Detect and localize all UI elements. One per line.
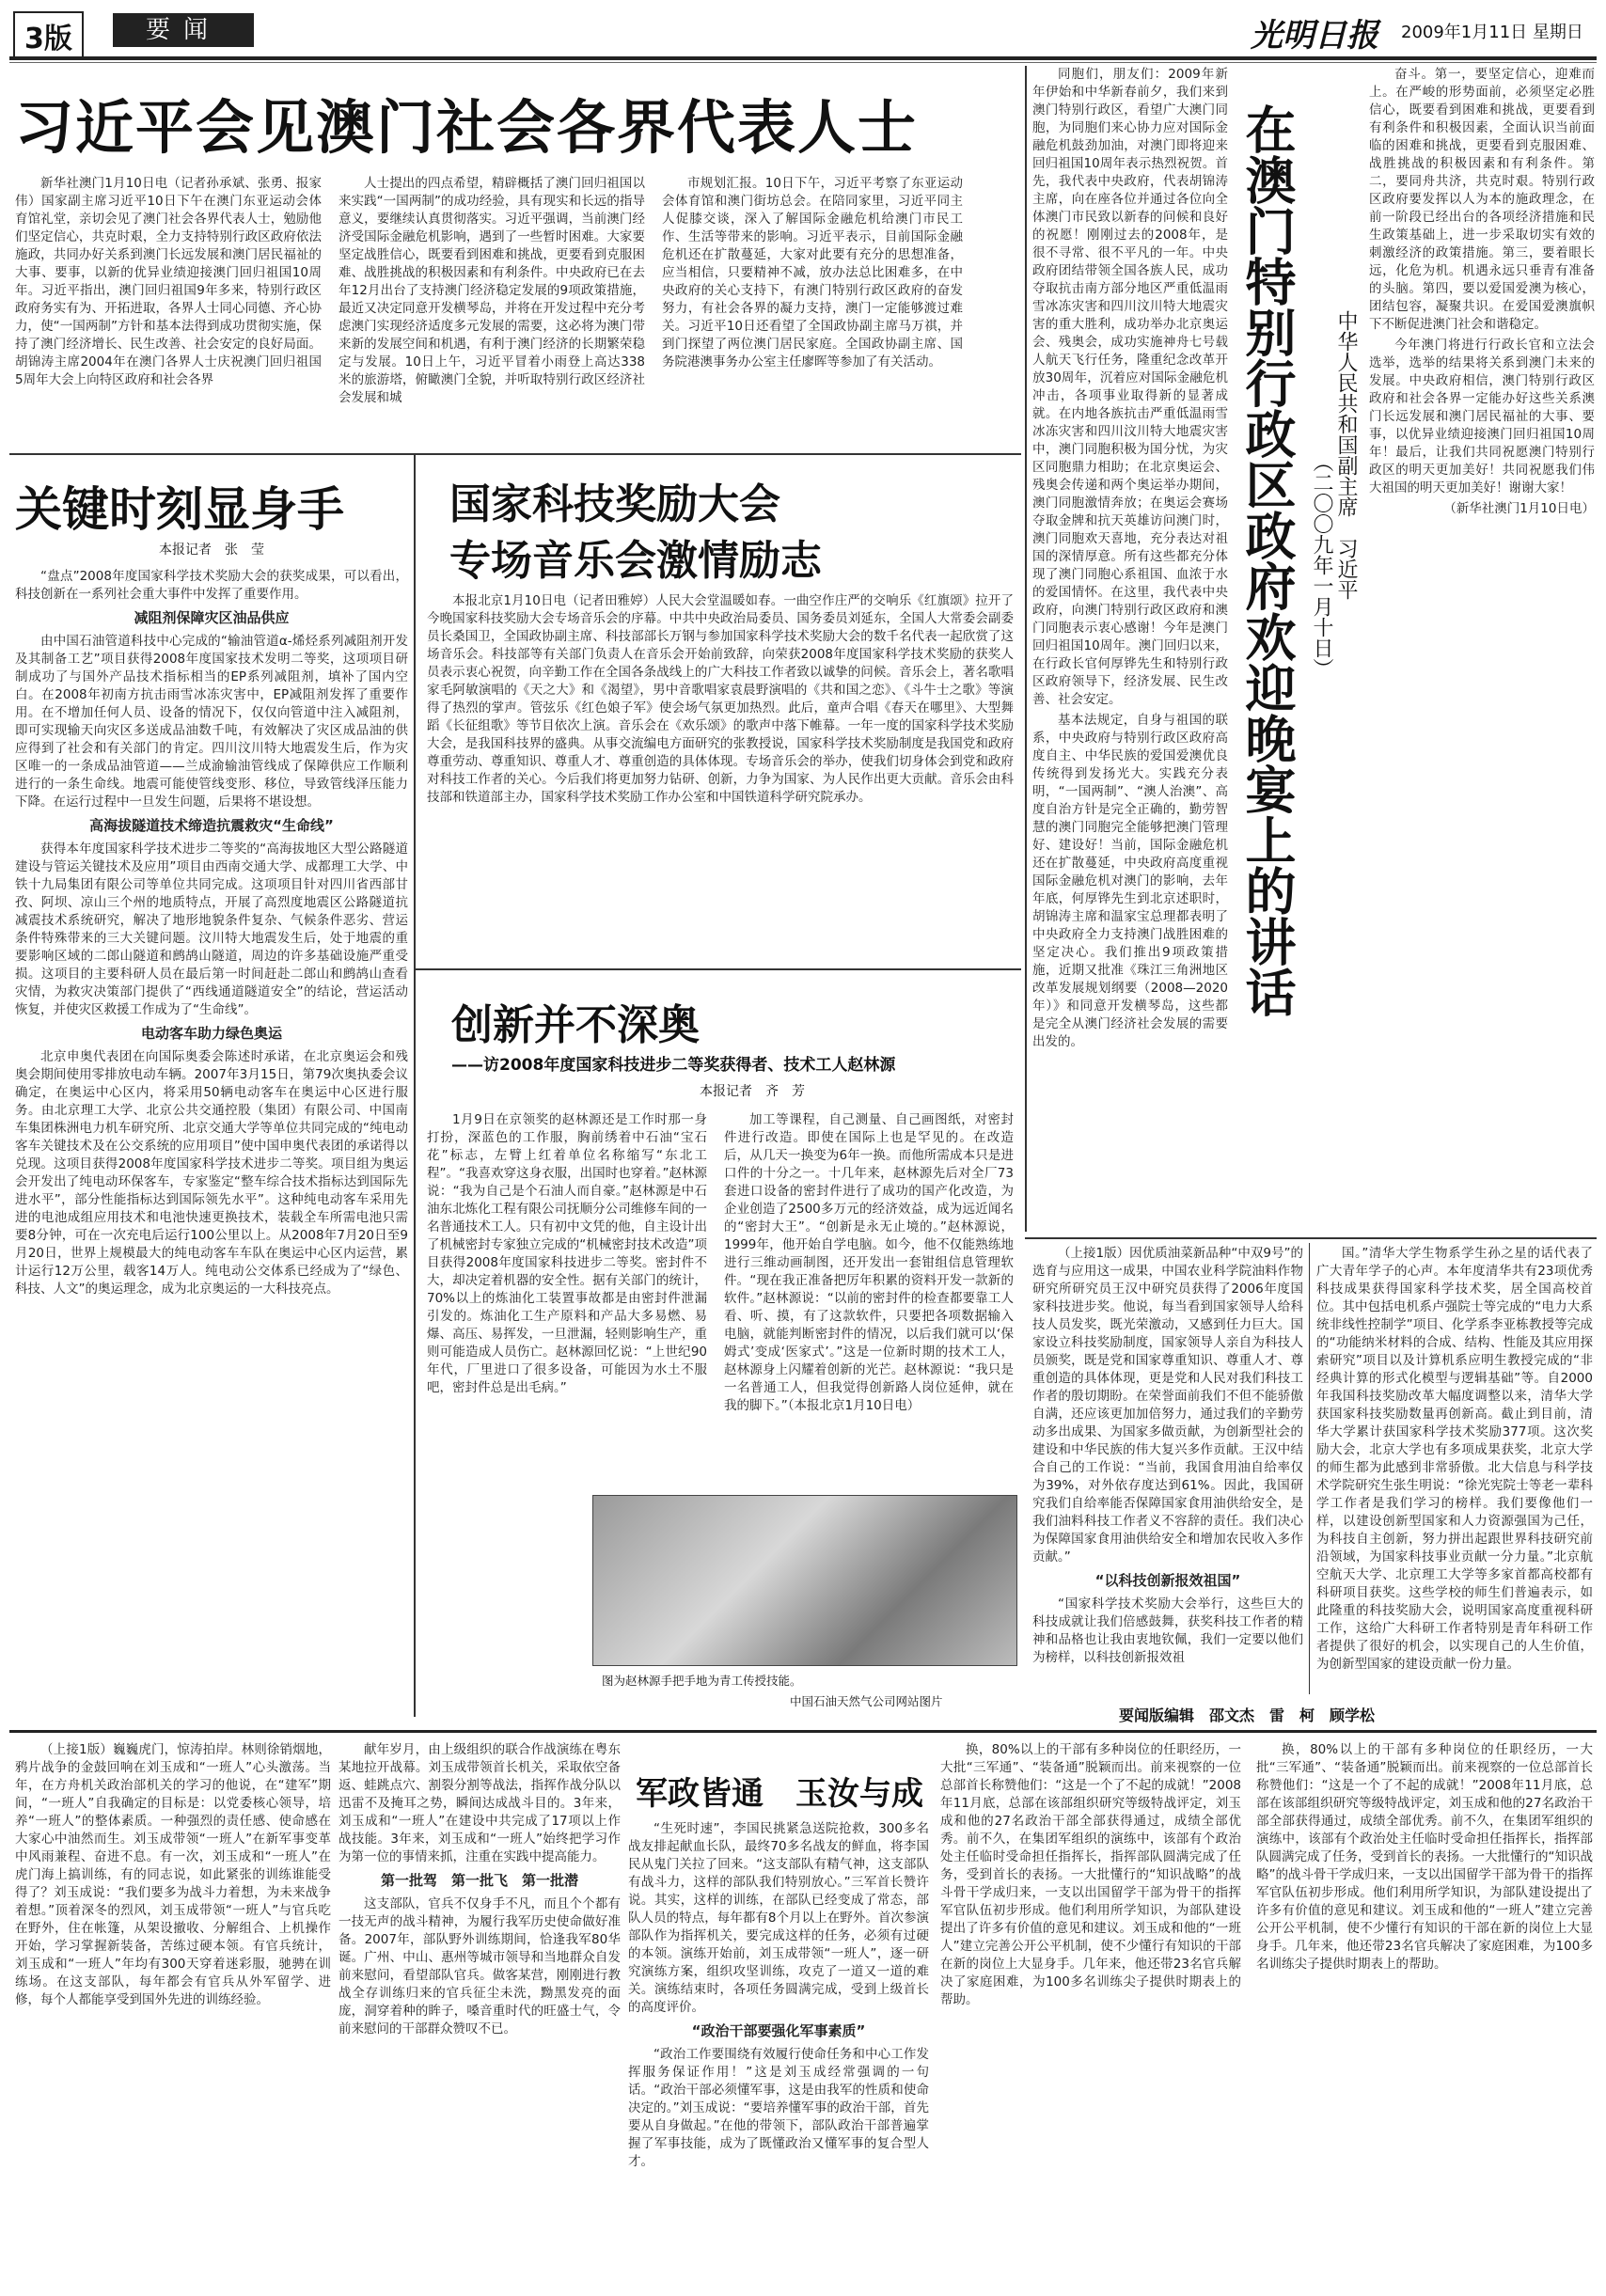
middle-right-rule — [1025, 1237, 1597, 1239]
header-rule — [9, 56, 1597, 60]
issue-date: 2009年1月11日 星期日 — [1401, 23, 1583, 42]
speech-col-2: 奋斗。第一，要坚定信心，迎难而上。在严峻的形势面前，必须坚定必胜信心，既要看到困难和挑战，更要看到有利条件和积极因素，全面认识当前面临的困难和挑战，更要看到克服困难、战胜挑战的积极因素和有利条件。第二，要同舟共济，共克时艰。特别行政区政府要发挥以人为本的施政理念，在前一阶段已经出台的各项经济措施和民生政策基础上，进一步采取切实有效的刺激经济的政策措施。第三，要着眼长远，化危为机。机遇永远只垂青有准备的头脑。第四，要以爱国爱澳为核心，团结包容，凝聚共识。在爱国爱澳旗帜下不断促进澳门社会和谐稳定。 今年澳门将进行行政长官和立法会选举，选举的结果将关系到澳门未来的发展。中央政府相信，澳门特别行政区政府和社会各界一定能办好这些关系澳门长远发展和澳门居民福祉的大事、要事，以优异业绩迎接澳门回归祖国10周年！最后，让我们共同祝愿澳门特别行政区的明天更加美好！共同祝愿我们伟大祖国的明天更加美好！谢谢大家！ （新华社澳门1月10日电） — [1369, 67, 1595, 516]
music-body: 本报北京1月10日电（记者田雅婷）人民大会堂温暖如春。一曲空作庄严的交响乐《红旗颂》拉开了今晚国家科技奖励大会专场音乐会的序幕。中共中央政治局委员、国务委员刘延东，全国人大常委会副委员长桑国卫，全国政协副主席、科技部部长万钢与参加国家科学技术奖励大会的数千名代表一起欣赏了这场音乐会。科技部等有关部门负责人在音乐会开始前致辞，向荣获2008年度国家科学技术奖励的获奖人员表示衷心祝贺，向辛勤工作在全国各条战线上的广大科技工作者致以诚挚的问候。音乐会上，著名歌唱家毛阿敏演唱的《天之大》和《渴望》，男中音歌唱家袁晨野演唱的《共和国之恋》、《斗牛士之歌》等演得了热烈的掌声。管弦乐《红色娘子军》使会场气氛更加热烈。此后，童声合唱《春天在哪里》、大型舞蹈《长征组歌》等节目依次上演。音乐会在《欢乐颂》的歌声中落下帷幕。一年一度的国家科学技术奖励大会，是我国科技界的盛典。从事交流编电方面研究的张教授说，国家科学技术奖励制度是我国党和政府尊重劳动、尊重知识、尊重人才、尊重创造的具体体现。专场音乐会的举办，使我们切身体会到党和政府对科技工作者的关心。今后我们将更加努力钻研、创新，力争为国家、为人民作出更大贡献。音乐会由科技部和铁道部主办，国家科学技术奖励工作办公室和中国铁道科学研究院承办。 — [427, 593, 1014, 805]
speech-subtitle: （二〇〇九年一月十日） — [1310, 451, 1333, 679]
music-rule — [416, 968, 1021, 970]
bottom-col-1: （上接1版）巍巍虎门，惊涛拍岸。林则徐销烟地，鸦片战争的金鼓回响在刘玉成和“一班人”心头激荡。当年，在方舟机关政治部机关的学习的他说，在“建军”期间，“一班人”自我确定的目标是：以党委核心领导，培养“一班人”的整体素质。一种强烈的责任感、使命感在大家心中油然而生。刘玉成带领“一班人”在新军事变革中风雨兼程、奋进不息。有一次，刘玉成和“一班人”在虎门海上搞训练，有的同志说，如此紧张的训练谁能受得了？刘玉成说：“我们要多为战斗力着想，为未来战争着想。”顶着深冬的烈风，刘玉成带领“一班人”与官兵吃在野外，住在帐篷，从架设撤收、分解组合、上机操作开始，学习掌握新装备，苦练过硬本领。有官兵统计，刘玉成和“一班人”年均有300天穿着迷彩服，驰骋在训练场。在这支部队，每年都会有官兵从外军留学、进修，每个人都能享受到国外先进的训练经验。 — [15, 1742, 331, 2007]
masthead: 光明日报 — [1251, 17, 1378, 55]
innovation-photo — [592, 1495, 1017, 1666]
bottom-col-2: 献年岁月，由上级组织的联合作战演练在粤东某地拉开战幕。刘玉成带领首长机关，采取依空备返、蛙跳点穴、割裂分割等战法，指挥作战分队以迅雷不及掩耳之势，瞬间达成战斗目的。3年来，刘玉成和“一班人”在建设中共完成了17项以上作战技能。3年来，刘玉成和“一班人”始终把学习作为第一位的事情来抓，注重在实践中提高能力。 第一批驾 第一批飞 第一批潜 这支部队，官兵不仅身手不凡，而且个个都有一技无声的战斗精神，为履行我军历史使命做好准备。2007年，部队野外训练期间，恰逢我军80华诞。广州、中山、惠州等城市领导和当地群众自发前来慰问，看望部队官兵。做客某营，刚刚进行教战全存训练归来的官兵征尘未洗，黝黑发亮的面庞，洞穿着种的眸子，嗓音重时代的旺盛士气，令前来慰问的干部群众赞叹不已。 — [339, 1742, 621, 2037]
middle-right-col-1: （上接1版）因优质油菜新品种“中双9号”的选育与应用这一成果，中国农业科学院油料作物研究所研究员王汉中研究员获得了2006年度国家科技进步奖。他说，每当看到国家领导人给科技人员发奖，既光荣激动，又感到任力巨大。国家设立科技奖励制度，国家领导人亲自为科技人员颁奖，既是党和国家尊重知识、尊重人才、尊重创造的具体体现，更是党和人民对我们科技工作者的殷切期盼。在荣誉面前我们不但不能骄傲自满，还应该更加加倍努力，通过我们的辛勤劳动多出成果、为国家多做贡献，为创新型社会的建设和中华民族的伟大复兴多作贡献。王汉中结合自己的工作说：“当前，我国食用油自给率仅为39%，对外依存度达到61%。因此，我国研究我们自给率能否保障国家食用油供给安全，是我们油料科技工作者义不容辞的责任。我们决心为保障国家食用油供给安全和增加农民收入多作贡献。” “以科技创新报效祖国” “国家科学技术奖励大会举行，这些巨大的科技成就让我们倍感鼓舞，获奖科技工作者的精神和品格也让我由衷地钦佩，我们一定要以他们为榜样，以科技创新报效祖 — [1032, 1246, 1303, 1665]
quote-head: “以科技创新报效祖国” — [1094, 1572, 1241, 1589]
right-divider — [1025, 66, 1027, 1232]
bottom-col-4: 换，80%以上的干部有多种岗位的任职经历，一大批“三军通”、“装备通”脱颖而出。前来视察的一位总部首长称赞他们：“这是一个了不起的成就！”2008年11月底，总部在该部组织研究等级特战评定，刘玉成和他的27名政治干部全部获得通过，成绩全部优秀。前不久，在集团军组织的演练中，该部有个政治处主任临时受命担任指挥长，指挥部队圆满完成了任务，受到首长的表扬。一大批懂行的“知识战略”的战斗骨干学成归来，一支以出国留学干部为骨干的指挥军官队伍初步形成。他们利用所学知识，为部队建设提出了许多有价值的意见和建议。刘玉成和他的“一班人”建立完善公开公平机制，使不少懂行有知识的干部在新的岗位上大显身手。几年来，他还带23名官兵解决了家庭困难，为100多名训练尖子提供时期表上的帮助。 — [940, 1742, 1241, 2007]
section-tag: 要闻 — [113, 13, 254, 47]
bottom-title: 军政皆通 玉汝与成 — [636, 1775, 923, 1813]
innovation-byline: 本报记者 齐 芳 — [700, 1084, 805, 1099]
photo-source: 中国石油天然气公司网站图片 — [790, 1694, 943, 1708]
innovation-title: 创新并不深奥 — [451, 1001, 700, 1049]
key-divider — [414, 455, 416, 1717]
page-editors: 要闻版编辑 邵文杰 雷 柯 顾学松 — [1119, 1706, 1376, 1724]
header-rule-thin — [9, 62, 1597, 63]
page-number: 3版 — [13, 11, 84, 60]
music-title-2: 专场音乐会激情励志 — [449, 537, 822, 585]
music-title-1: 国家科技奖励大会 — [449, 480, 780, 528]
key-title: 关键时刻显身手 — [15, 482, 344, 537]
speech-col-1: 同胞们，朋友们：2009年新年伊始和中华新春前夕，我们来到澳门特别行政区，看望广大澳门同胞，为同胞们来心协力应对国际金融危机鼓劲加油，对澳门即将迎来回归祖国10周年表示热烈祝贺。首先，我代表中央政府，代表胡锦涛主席，向在座各位并通过各位向全体澳门市民致以新春的问候和良好的祝愿！刚刚过去的2008年，是很不寻常、很不平凡的一年。中央政府团结带领全国各族人民，成功夺取抗击南方部分地区严重低温雨雪冰冻灾害和四川汶川特大地震灾害的重大胜利，成功举办北京奥运会、残奥会，成功实施神舟七号载人航天飞行任务，隆重纪念改革开放30周年，沉着应对国际金融危机冲击，各项事业取得新的显著成就。在内地各族抗击严重低温雨雪冰冻灾害和四川汶川特大地震灾害中，澳门同胞积极为国分忧，为灾区同胞鼎力相助；在北京奥运会、残奥会传递和两个奥运举办期间，澳门同胞激情奔放；在奥运会赛场夺取金牌和抗天英雄访问澳门时，澳门同胞欢天喜地，充分表达对祖国的深情厚意。所有这些都充分体现了澳门同胞心系祖国、血浓于水的爱国情怀。在这里，我代表中央政府，向澳门特别行政区政府和澳门同胞表示衷心感谢！今年是澳门回归祖国10周年。澳门回归以来，在行政长官何厚铧先生和特别行政区政府领导下，经济发展、民生改善、社会安定。 基本法规定，自身与祖国的联系，中央政府与特别行政区政府高度自主、中华民族的爱国爱澳优良传统得到发扬光大。实践充分表明，“一国两制”、“澳人治澳”、高度自治方针是完全正确的，勤劳智慧的澳门同胞完全能够把澳门管理好、建设好！当前，国际金融危机还在扩散蔓延，中央政府高度重视国际金融危机对澳门的影响，去年年底，何厚铧先生到北京述职时，胡锦涛主席和温家宝总理都表明了中央政府全力支持澳门战胜困难的坚定决心。我们推出9项政策措施，近期又批准《珠江三角洲地区改革发展规划纲要（2008—2020年）》和同意开发横琴岛，这些都是完全从澳门经济社会发展的需要出发的。 — [1032, 67, 1228, 1049]
middle-right-divider — [1309, 1243, 1310, 1694]
key-body: “盘点”2008年度国家科学技术奖励大会的获奖成果，可以看出，科技创新在一系列社会重大事件中发挥了重要作用。 减阻剂保障灾区油品供应 由中国石油管道科技中心完成的“输油管道α-烯烃系列减阻剂开发及其制备工艺”项目获得2008年度国家技术发明二等奖，这项项目研制成功了与国外产品技术指标相当的EP系列减阻剂，填补了国内空白。在2008年初南方抗击雨雪冰冻灾害中，EP减阻剂发挥了重要作用。在不增加任何人员、设备的情况下，仅仅向管道中注入减阻剂，即可实现输天向灾区多送成品油数千吨，有效解决了灾区成品油的供应得到了社会和有关部门的肯定。四川汶川特大地震发生后，作为灾区唯一的一条成品油管道——兰成渝输油管线成了保障供应工作顺利进行的一条生命线。地震可能使管线变形、移位，导致管线泽压能力下降。在运行过程中一旦发生问题，后果将不堪设想。 高海拔隧道技术缔造抗震救灾“生命线” 获得本年度国家科学技术进步二等奖的“高海拔地区大型公路隧道建设与管运关键技术及应用”项目由西南交通大学、成都理工大学、中铁十九局集团有限公司等单位共同完成。这项项目针对四川省西部甘孜、阿坝、凉山三个州的地质特点，开展了高烈度地震区公路隧道抗减震技术系统研究，解决了地形地貌条件复杂、气候条件恶劣、营运条件特殊带来的三大关键问题。汶川特大地震发生后，处于地震的重要影响区域的二郎山隧道和鹧鸪山隧道，周边的许多基础设施严重受损。这项目的主要科研人员在最后第一时间赶赴二郎山和鹧鸪山查看灾情，为救灾决策部门提供了“西线通道隧道安全”的结论，营运活动恢复，并使灾区救援工作成为了“生命线”。 电动客车助力绿色奥运 北京申奥代表团在向国际奥委会陈述时承诺，在北京奥运会和残奥会期间使用零排放电动车辆。2007年3月15日，第79次奥执委会议确定，在奥运中心区内，将采用50辆电动客车在奥运中心区进行服务。由北京理工大学、北京公共交通控股（集团）有限公司、中国南车集团株洲电力机车研究所、北京交通大学等单位共同完成的“纯电动客车关键技术及在公交系统的应用项目”使中国申奥代表团的承诺得以兑现。这项目获得2008年度国家科学技术进步二等奖。项目组为奥运会开发出了纯电动环保客车，专家鉴定“整车综合技术指标达到国际先进水平”，部分性能指标达到国际领先水平”。这种纯电动客车采用先进的电池成组应用技术和电池快速更换技术，装载全车所需电池只需要8分钟，可在一次充电后运行100公里以上。从2008年7月20日至9月20日，世界上规模最大的纯电动客车车队在奥运中心区内运营，累计运行12万公里，载客14万人。纯电动公交体系已经成为了“绿色、科技、人文”的奥运理念，成为北京奥运的一大科技亮点。 — [15, 569, 408, 1297]
key-subhead-1: 减阻剂保障灾区油品供应 — [134, 609, 290, 626]
bottom-col-3: “生死时速”，李国民挑紧急送院抢救，300多名战友排起献血长队，最终70多名战友的鲜血，将李国民从鬼门关拉了回来。“这支部队有精气神，这支部队有战斗力，这样的部队我们特别放心。”三军首长赞许说。其实，这样的训练，在部队已经变成了常态，部队人员的特点，每年都有8个月以上在野外。首次参演部队作为指挥机关，要完成这样的任务，必须有过硬的本领。演练开始前，刘玉成带领“一班人”，逐一研究演练方案，组织攻坚训练，攻克了一道又一道的难关。演练结束时，各项任务圆满完成，受到上级首长的高度评价。 “政治干部要强化军事素质” “政治工作要围绕有效履行使命任务和中心工作发挥服务保证作用！”这是刘玉成经常强调的一句话。“政治干部必须懂军事，这是由我军的性质和使命决定的。”刘玉成说：“要培养懂军事的政治干部，首先要从自身做起。”在他的带领下，部队政治干部普遍掌握了军事技能，成为了既懂政治又懂军事的复合型人才。 — [628, 1821, 929, 2169]
lead-col-3: 市规划汇报。10日下午，习近平考察了东亚运动会体育馆和澳门街坊总会。在陪同家里，习近平同主人促膝交谈，深入了解国际金融危机给澳门市民工作、生活等带来的影响。习近平表示，目前国际金融危机还在扩散蔓延，大家对此要有充分的思想准备，应当相信，只要精神不减，放办法总比困难多，在中央政府的关心支持下，有澳门特别行政区政府的奋发努力，有社会各界的凝力支持，澳门一定能够渡过难关。习近平10日还看望了全国政协副主席马万祺，并到门探望了两位澳门居民家庭。全国政协副主席、国务院港澳事务办公室主任廖晖等参加了有关活动。 — [662, 176, 963, 370]
innovation-subtitle: ——访2008年度国家科技进步二等奖获得者、技术工人赵林源 — [451, 1056, 896, 1075]
bottom-rule — [9, 1730, 1597, 1733]
middle-right-col-2: 国。”清华大学生物系学生孙之星的话代表了广大青年学子的心声。本年度清华共有23项优秀科技成果获得国家科学技术奖，居全国高校首位。其中包括电机系卢强院士等完成的“电力大系统非线性控制学”项目、化学系李亚栋教授等完成的“功能纳米材料的合成、结构、性能及其应用探索研究”项目以及计算机系应明生教授完成的“非经典计算的形式化模型与逻辑基础”等。自2000年我国科技奖励改革大幅度调整以来，清华大学获国家科技奖励数量再创新高。截止到目前，清华大学累计获国家科学技术奖励377项。这次奖励大会，北京大学也有多项成果获奖，北京大学的师生都为此感到非常骄傲。北大信息与科学技术学院研究生张生明说：“徐光宪院士等老一辈科学工作者是我们学习的榜样。我们要像他们一样，以建设创新型国家和人力资源强国为己任，为科技自主创新，努力拼出起跟世界科技研究前沿领域，为国家科技事业贡献一分力量。”北京航空航天大学、北京理工大学等多家首都高校都有科研项目获奖。这些学校的师生们普遍表示，如此隆重的科技奖励大会，说明国家高度重视科研工作，这给广大科研工作者特别是青年科研工作者提供了很好的机会，以实现自己的人生价值，为创新型国家的建设贡献一份力量。 — [1316, 1246, 1593, 1672]
photo-caption: 图为赵林源手把手地为青工传授技能。 — [602, 1674, 802, 1688]
lead-title: 习近平会见澳门社会各界代表人士 — [15, 93, 919, 162]
bottom-subhead-2: “政治干部要强化军事素质” — [691, 2022, 866, 2039]
speech-speaker: 中华人民共和国副主席 习近平 — [1334, 310, 1358, 600]
lead-col-1: 新华社澳门1月10日电（记者孙承斌、张勇、报家伟）国家副主席习近平10日下午在澳门东亚运动会体育馆礼堂，亲切会见了澳门社会各界代表人士，勉励他们坚定信心，共克时艰，全力支持特别行政区政府依法施政，共同办好关系到澳门长远发展和澳门居民福祉的大事、要事，以新的优异业绩迎接澳门回归祖国10周年。习近平指出，澳门回归祖国9年多来，特别行政区政府务实有为、开拓进取，各界人士同心同德、齐心协力，使“一国两制”方针和基本法得到成功贯彻实施，保持了澳门经济增长、民生改善、社会安定的良好局面。胡锦涛主席2004年在澳门各界人士庆祝澳门回归祖国5周年大会上向特区政府和社会各界 — [15, 176, 322, 387]
lead-rule — [9, 453, 1021, 455]
bottom-subhead-1: 第一批驾 第一批飞 第一批潜 — [380, 1872, 578, 1889]
key-byline: 本报记者 张 莹 — [159, 543, 264, 558]
speech-title: 在澳门特别行政区政府欢迎晚宴上的讲话 — [1237, 103, 1297, 1017]
innovation-col-1: 1月9日在京领奖的赵林源还是工作时那一身打扮，深蓝色的工作服，胸前绣着中石油“宝石花”标志，左臂上红着单位名称缩写“东北工程”。“我喜欢穿这身衣服，出国时也穿着。”赵林源说：“我为自己是个石油人而自豪。”赵林源是中石油东北炼化工程有限公司抚顺分公司维修车间的一名普通技术工人。只有初中文凭的他，自主设计出了机械密封专家独立完成的“机械密封技术改造”项目获得2008年度国家科技进步二等奖。密封件不大，却决定着机器的安全性。据有关部门的统计，70%以上的炼油化工装置事故都是由密封件泄漏引发的。炼油化工生产原料和产品大多易燃、易爆、高压、易挥发，一旦泄漏，轻则影响生产，重则可能造成人员伤亡。赵林源回忆说：“上世纪90年代，厂里进口了很多设备，可能因为水土不服吧，密封件总是出毛病。” — [427, 1112, 707, 1395]
innovation-col-2: 加工等课程，自己测量、自己画图纸，对密封件进行改造。即使在国际上也是罕见的。在改造后，从几天一换变为6年一换。而他所需成本只是进口件的十分之一。十几年来，赵林源先后对全厂73套进口设备的密封件进行了成功的国产化改造，为企业创造了2500多万元的经济效益，成为远近闻名的“密封大王”。“创新是永无止境的。”赵林源说，1999年，他开始自学电脑。如今，他不仅能熟练地进行三维动画制图，还开发出一套钳组信息管理软件。“现在我正准备把厉年积累的资料开发一款新的软件。”赵林源说：“以前的密封件的检查都要靠工人看、听、摸，有了这款软件，只要把各项数据输入电脑，就能判断密封件的情况，以后我们就可以‘保姆式’变成‘医家式’。”这是一位新时期的技术工人，赵林源身上闪耀着创新的光芒。赵林源说：“我只是一名普通工人，但我觉得创新路人岗位延伸，就在我的脚下。”（本报北京1月10日电） — [724, 1112, 1014, 1413]
bottom-col-5: 换，80%以上的干部有多种岗位的任职经历，一大批“三军通”、“装备通”脱颖而出。前来视察的一位总部首长称赞他们：“这是一个了不起的成就！”2008年11月底，总部在该部组织研究等级特战评定，刘玉成和他的27名政治干部全部获得通过，成绩全部优秀。前不久，在集团军组织的演练中，该部有个政治处主任临时受命担任指挥长，指挥部队圆满完成了任务，受到首长的表扬。一大批懂行的“知识战略”的战斗骨干学成归来，一支以出国留学干部为骨干的指挥军官队伍初步形成。他们利用所学知识，为部队建设提出了许多有价值的意见和建议。刘玉成和他的“一班人”建立完善公开公平机制，使不少懂行有知识的干部在新的岗位上大显身手。几年来，他还带23名官兵解决了家庭困难，为100多名训练尖子提供时期表上的帮助。 — [1256, 1742, 1593, 1972]
lead-col-2: 人士提出的四点希望，精辟概括了澳门回归祖国以来实践“一国两制”的成功经验，具有现实和长远的指导意义，要继续认真贯彻落实。习近平强调，当前澳门经济受国际金融危机影响，遇到了一些暂时困难。大家要坚定战胜信心，既要看到困难和挑战，更要看到克服困难、战胜挑战的积极因素和有利条件。中央政府已在去年12月出台了支持澳门经济稳定发展的9项政策措施，最近又决定同意开发横琴岛，并将在开发过程中充分考虑澳门实现经济适度多元发展的需要，这必将为澳门带来新的发展空间和机遇，有利于澳门经济的长期繁荣稳定与发展。10日上午，习近平冒着小雨登上高达338米的旅游塔，俯瞰澳门全貌，并听取特别行政区经济社会发展和城 — [339, 176, 645, 405]
key-subhead-3: 电动客车助力绿色奥运 — [140, 1025, 282, 1042]
key-subhead-2: 高海拔隧道技术缔造抗震救灾“生命线” — [89, 817, 334, 834]
